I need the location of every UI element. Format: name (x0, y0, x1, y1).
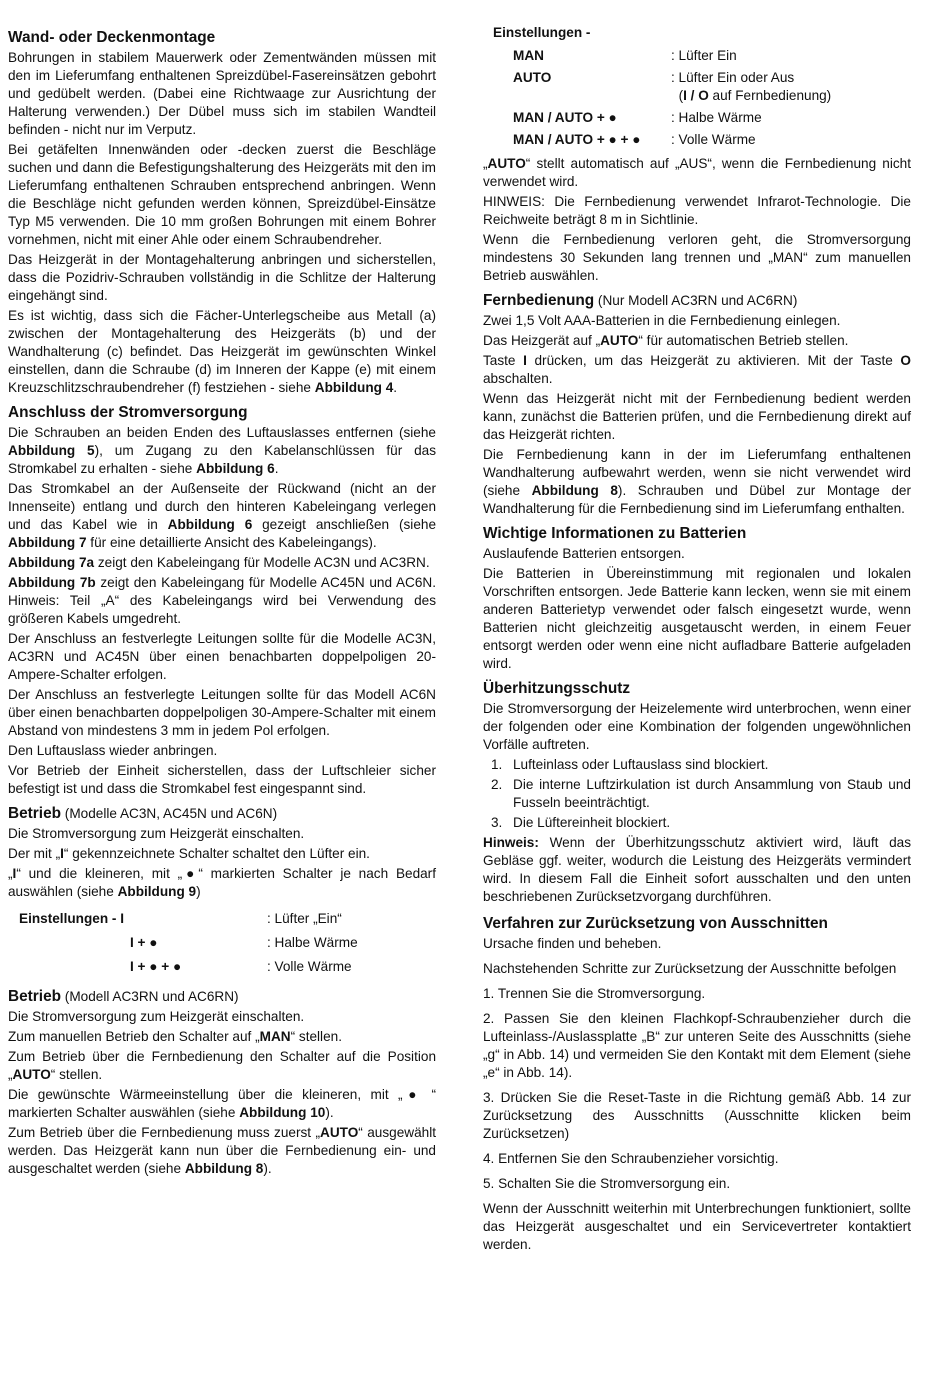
reset-step: 3. Drücken Sie die Reset-Taste in die Richtung gemäß Abb. 14 zur Zurücksetzung des Ausschnitts (Ausschnitte klicken beim Zurücksetzen) (483, 1090, 911, 1141)
paragraph: Die Batterien in Übereinstimmung mit regionalen und lokalen Vorschriften entsorgen. Jede Batterie kann lecken, wenn sie mit einem anderen Batterietyp verwendet oder falsch eingesetzt wurde, wenn Batterien nicht gleichzeitig ausgetauscht werden, in einem Feuer entsorgt werden oder wenn eine nicht aufladbare Batterie aufgeladen wird. (483, 566, 911, 671)
heading-overheat-protection: Überhitzungsschutz (483, 680, 631, 697)
paragraph: Der mit „I“ gekennzeichnete Schalter schaltet den Lüfter ein. (8, 846, 370, 861)
list-item: 3. Die Lüftereinheit blockiert. (491, 815, 671, 830)
paragraph: „I“ und die kleineren, mit „●“ markierten Schalter je nach Bedarf auswählen (siehe Abbildung 9) (8, 866, 436, 899)
paragraph: Abbildung 7b zeigt den Kabeleingang für Modelle AC45N und AC6N. Hinweis: Teil „A“ des Kabeleingangs wird bei Verwendung des größeren Kabels umgedreht. (8, 575, 436, 626)
paragraph: Das Stromkabel an der Außenseite der Rückwand (nicht an der Innenseite) entlang und durch den hinteren Kabeleingang verlegen und das Kabel wie in Abbildung 6 gezeigt anschließen (siehe Abbildung 7 für eine detaillierte Ansicht des Kabeleingangs). (8, 481, 436, 550)
heading-reset-procedure: Verfahren zur Zurücksetzung von Ausschnitten (483, 915, 828, 932)
paragraph: Auslaufende Batterien entsorgen. (483, 546, 685, 561)
paragraph: Die Schrauben an beiden Enden des Luftauslasses entfernen (siehe Abbildung 5), um Zugang zu den Kabelanschlüssen für das Stromkabel zu erhalten - siehe Abbildung 6. (8, 425, 436, 476)
settings-table (8, 907, 358, 979)
overheat-causes-list (483, 756, 911, 832)
paragraph: Wenn die Fernbedienung verloren geht, die Stromversorgung mindestens 30 Sekunden lang trennen und „MAN“ zum manuellen Betrieb auswählen. (483, 232, 911, 283)
paragraph: Wenn das Heizgerät nicht mit der Fernbedienung bedient werden kann, zunächst die Batterien prüfen, und die Fernbedienung direkt auf das Heizgerät richten. (483, 391, 911, 442)
remote-settings-table (513, 45, 831, 151)
reset-step: 4. Entfernen Sie den Schraubenzieher vorsichtig. (483, 1151, 779, 1166)
paragraph: Die Stromversorgung zum Heizgerät einschalten. (8, 826, 305, 841)
paragraph: Vor Betrieb der Einheit sicherstellen, dass der Luftschleier sicher befestigt ist und dass die Stromkabel fest eingespannt sind. (8, 763, 436, 796)
paragraph: Der Anschluss an festverlegte Leitungen sollte für das Modell AC6N über einen benachbarten doppelpoligen 30-Ampere-Schalter mit einem Abstand von mindestens 3 mm in jedem Pol erfolgen. (8, 687, 436, 738)
paragraph: Zum Betrieb über die Fernbedienung den Schalter auf die Position „AUTO“ stellen. (8, 1049, 436, 1082)
settings-row: MAN : Lüfter Ein (513, 48, 737, 63)
paragraph: Ursache finden und beheben. (483, 936, 662, 951)
paragraph: Hinweis: Wenn der Überhitzungsschutz aktiviert wird, läuft das Gebläse ggf. weiter, wodurch die Leistung des Heizgeräts vermindert wird. In diesem Fall die Einheit sofort ausschalten und den unten beschriebenen Zurücksetzvorgang durchführen. (483, 835, 911, 904)
heading-battery-info: Wichtige Informationen zu Batterien (483, 525, 747, 542)
paragraph: Die Stromversorgung der Heizelemente wird unterbrochen, wenn einer der folgenden oder eine Kombination der folgenden ungewöhnlichen Vorfälle auftreten. (483, 701, 911, 752)
paragraph: Die gewünschte Wärmeeinstellung über die kleineren, mit „● “ markierten Schalter auswählen (siehe Abbildung 10). (8, 1087, 436, 1120)
left-column (8, 24, 436, 1180)
settings-row: Einstellungen - I : Lüfter „Ein“ (19, 911, 342, 926)
paragraph: Taste I drücken, um das Heizgerät zu aktivieren. Mit der Taste O abschalten. (483, 353, 911, 386)
paragraph: Das Heizgerät in der Montagehalterung anbringen und sicherstellen, dass die Pozidriv-Schrauben vollständig in die Schlitze der Halterung eingehängt sind. (8, 252, 436, 303)
list-item: 2. Die interne Luftzirkulation ist durch Ansammlung von Staub und Fusseln beeinträchtigt. (491, 777, 911, 810)
paragraph: Zwei 1,5 Volt AAA-Batterien in die Fernbedienung einlegen. (483, 313, 841, 328)
paragraph: Die Fernbedienung kann in der im Lieferumfang enthaltenen Wandhalterung aufbewahrt werden, wenn sie nicht verwendet wird (siehe Abbildung 8). Schrauben und Dübel zur Montage der Wandhalterung für die Fernbedienung sind im Lieferumfang enthalten. (483, 447, 911, 516)
paragraph: Der Anschluss an festverlegte Leitungen sollte für die Modelle AC3N, AC3RN und AC45N über einen benachbarten doppelpoligen 20-Ampere-Schalter erfolgen. (8, 631, 436, 682)
settings-row: I + ● : Halbe Wärme (130, 935, 358, 950)
paragraph: Zum Betrieb über die Fernbedienung muss zuerst „AUTO“ ausgewählt werden. Das Heizgerät kann nun über die Fernbedienung ein- und ausgeschaltet werden (siehe Abbildung 8). (8, 1125, 436, 1176)
heading-operation-remote-models: Betrieb (Modell AC3RN und AC6RN) (8, 988, 239, 1005)
settings-row: I + ● + ● : Volle Wärme (130, 959, 352, 974)
settings-row: AUTO : Lüfter Ein oder Aus (I / O auf Fernbedienung) (513, 70, 832, 103)
settings-row: MAN / AUTO + ● + ● : Volle Wärme (513, 132, 756, 147)
reset-step: 5. Schalten Sie die Stromversorgung ein. (483, 1176, 731, 1191)
list-item: 1. Lufteinlass oder Luftauslass sind blockiert. (491, 757, 769, 772)
settings-row: MAN / AUTO + ● : Halbe Wärme (513, 110, 762, 125)
paragraph: HINWEIS: Die Fernbedienung verwendet Infrarot-Technologie. Die Reichweite beträgt 8 m in Sichtlinie. (483, 194, 911, 227)
settings-title: Einstellungen - (493, 25, 591, 40)
paragraph: Den Luftauslass wieder anbringen. (8, 743, 218, 758)
paragraph: Es ist wichtig, dass sich die Fächer-Unterlegscheibe aus Metall (a) zwischen der Montagehalterung des Heizgeräts (b) und der Wandhalterung (c) befindet. Das Heizgerät im gewünschten Winkel einstellen, dann die Schraube (d) im Inneren der Kappe (e) mit einem Kreuzschlitzschraubendreher (f) festziehen - siehe Abbildung 4. (8, 308, 436, 395)
heading-remote-control: Fernbedienung (Nur Modell AC3RN und AC6RN) (483, 292, 798, 309)
paragraph: Bei getäfelten Innenwänden oder -decken zuerst die Beschläge suchen und dann die Befestigungshalterung des Heizgeräts mit den im Lieferumfang enthaltenen Schrauben entsprechend anbringen. Wenn die Beschläge nicht gefunden werden können, Spreizdübel-Einsätze Typ M5 verwenden. Die 10 mm großen Bohrungen mit einem Bohrer vornehmen, nicht mit einer Ahle oder einem Schraubendreher. (8, 142, 436, 247)
paragraph: Nachstehenden Schritte zur Zurücksetzung der Ausschnitte befolgen (483, 961, 897, 976)
heading-wall-ceiling-mount: Wand- oder Deckenmontage (8, 29, 216, 46)
paragraph: Zum manuellen Betrieb den Schalter auf „MAN“ stellen. (8, 1029, 342, 1044)
paragraph: Das Heizgerät auf „AUTO“ für automatischen Betrieb stellen. (483, 333, 849, 348)
paragraph: Abbildung 7a zeigt den Kabeleingang für Modelle AC3N und AC3RN. (8, 555, 430, 570)
paragraph: Die Stromversorgung zum Heizgerät einschalten. (8, 1009, 305, 1024)
heading-operation: Betrieb (Modelle AC3N, AC45N und AC6N) (8, 805, 278, 822)
heading-power-connection: Anschluss der Stromversorgung (8, 404, 248, 421)
paragraph: „AUTO“ stellt automatisch auf „AUS“, wenn die Fernbedienung nicht verwendet wird. (483, 156, 911, 189)
paragraph: Wenn der Ausschnitt weiterhin mit Unterbrechungen funktioniert, sollte das Heizgerät ausgeschaltet und ein Servicevertreter kontaktiert werden. (483, 1201, 911, 1252)
paragraph: Bohrungen in stabilem Mauerwerk oder Zementwänden müssen mit den im Lieferumfang enthaltenen Spreizdübel-Fasereinsätzen gebohrt und gedübelt werden. (Dabei eine Richtwaage zur Ausrichtung der Halterung verwenden.) Der Dübel muss sich im stabilen Wandteil befinden - nicht nur im Verputz. (8, 50, 436, 137)
reset-step: 1. Trennen Sie die Stromversorgung. (483, 986, 706, 1001)
reset-step: 2. Passen Sie den kleinen Flachkopf-Schraubenzieher durch die Lufteinlass-/Auslassplatte „B“ zur unteren Seite des Ausschnitts (siehe „g“ in Abb. 14) und vermeiden Sie den Kontakt mit dem Element (siehe „e“ in Abb. 14). (483, 1011, 911, 1080)
right-column (483, 24, 911, 1256)
